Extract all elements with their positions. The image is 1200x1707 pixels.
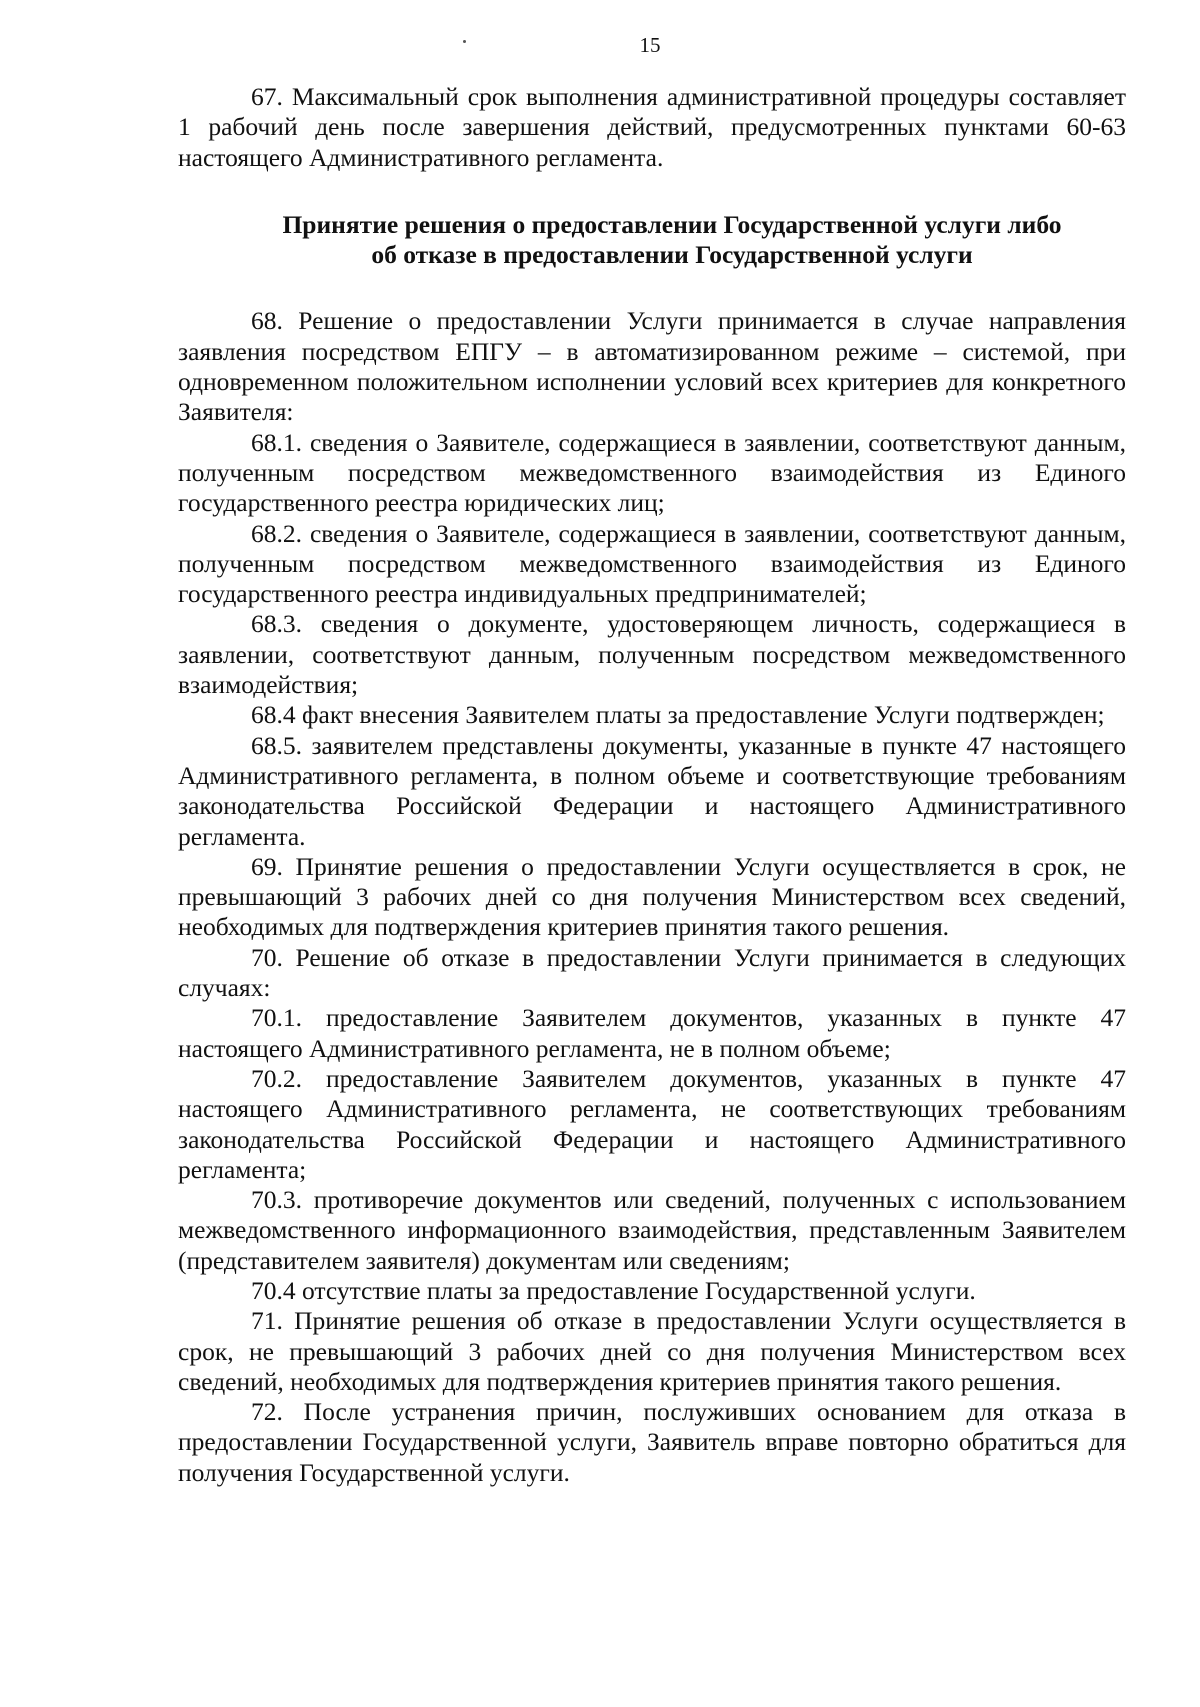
paragraph-71: 71. Принятие решения об отказе в предоставлении Услуги осуществляется в срок, не превышающий 3 рабочих дней со дня получения Министерством всех сведений, необходимых для подтверждения критериев принятия такого решения. [178,1306,1126,1396]
paragraph-72: 72. После устранения причин, послуживших основанием для отказа в предоставлении Государственной услуги, Заявитель вправе повторно обратиться для получения Государственной услуги. [178,1397,1126,1487]
paragraph-69: 69. Принятие решения о предоставлении Услуги осуществляется в срок, не превышающий 3 рабочих дней со дня получения Министерством всех сведений, необходимых для подтверждения критериев принятия такого решения. [178,851,1126,942]
paragraph-68-2: 68.2. сведения о Заявителе, содержащиеся в заявлении, соответствуют данным, полученным посредством межведомственного взаимодействия из Единого государственного реестра индивидуальных предпринимателей; [178,518,1126,609]
paragraph-67: 67. Максимальный срок выполнения административной процедуры составляет 1 рабочий день после завершения действий, предусмотренных пунктами 60-63 настоящего Административного регламента. [178,82,1126,172]
paragraph-70-4: 70.4 отсутствие платы за предоставление Государственной услуги. [251,1275,976,1305]
document-body [178,82,1126,1488]
paragraph-70: 70. Решение об отказе в предоставлении Услуги принимается в следующих случаях: [178,942,1126,1003]
section-heading-line-1: Принятие решения о предоставлении Государственной услуги либо [282,209,1062,239]
paragraph-70-3: 70.3. противоречие документов или сведений, полученных с использованием межведомственного информационного взаимодействия, представленным Заявителем (представителем заявителя) документам или сведениям; [178,1185,1126,1275]
paragraph-70-1: 70.1. предоставление Заявителем документов, указанных в пункте 47 настоящего Административного регламента, не в полном объеме; [178,1003,1126,1063]
paragraph-68-4: 68.4 факт внесения Заявителем платы за предоставление Услуги подтвержден; [251,700,1105,730]
paragraph-68: 68. Решение о предоставлении Услуги принимается в случае направления заявления посредством ЕПГУ – в автоматизированном режиме – системой, при одновременном положительном исполнении условий всех критериев для конкретного Заявителя: [178,306,1126,427]
paragraph-68-1: 68.1. сведения о Заявителе, содержащиеся в заявлении, соответствуют данным, полученным посредством межведомственного взаимодействия из Единого государственного реестра юридических лиц; [178,427,1126,518]
section-heading [178,210,1126,271]
paragraph-68-3: 68.3. сведения о документе, удостоверяющем личность, содержащиеся в заявлении, соответствуют данным, полученным посредством межведомственного взаимодействия; [178,609,1126,700]
page-number: 15 [639,33,661,57]
paragraph-68-5: 68.5. заявителем представлены документы, указанные в пункте 47 настоящего Административного регламента, в полном объеме и соответствующие требованиям законодательства Российской Федерации и настоящего Административного регламента. [178,730,1126,851]
section-heading-line-2: об отказе в предоставлении Государственной услуги [371,240,973,270]
paragraph-70-2: 70.2. предоставление Заявителем документов, указанных в пункте 47 настоящего Административного регламента, не соответствующих требованиям законодательства Российской Федерации и настоящего Административного регламента; [178,1063,1126,1184]
